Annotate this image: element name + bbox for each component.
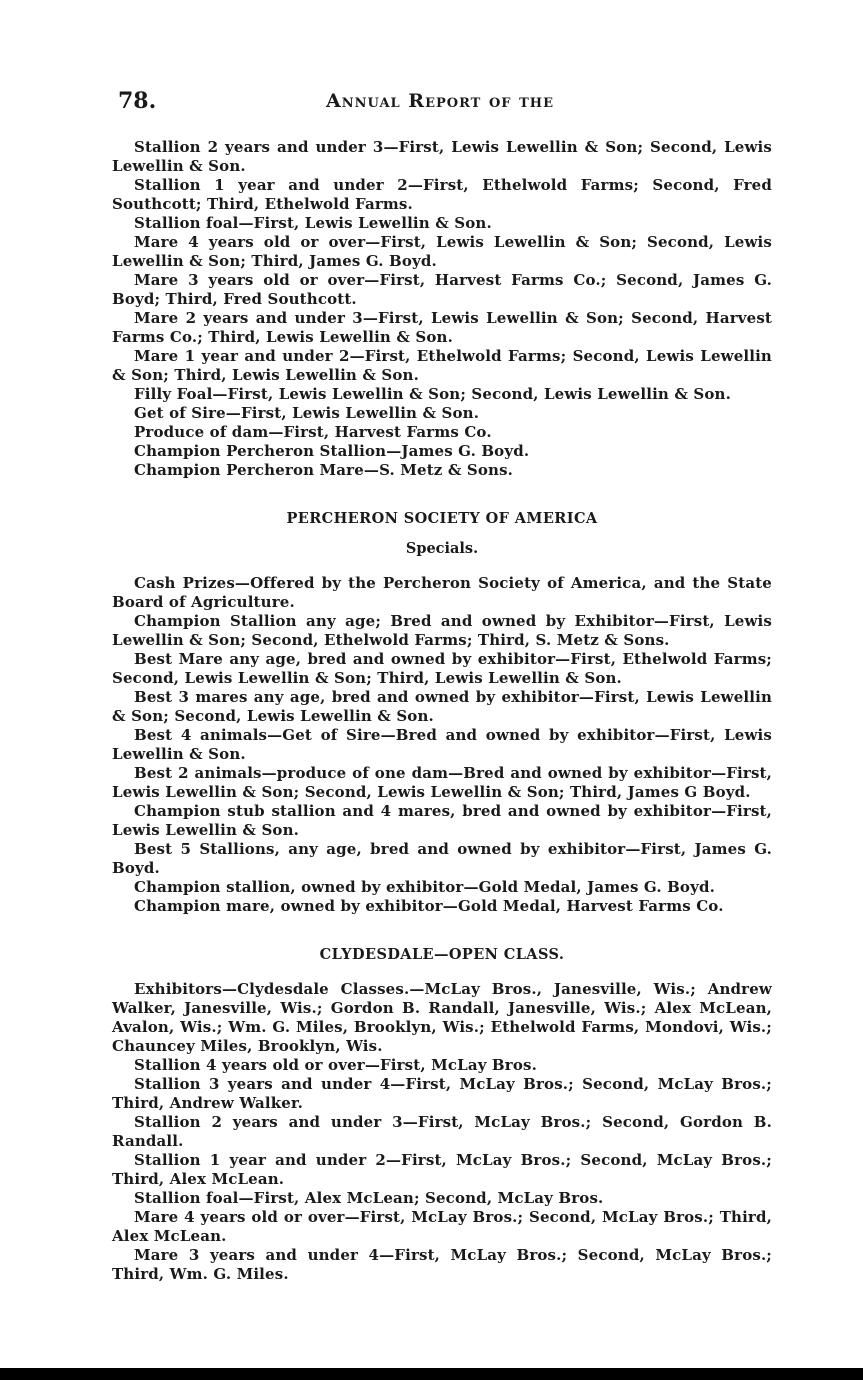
subsection-title-specials: Specials. xyxy=(405,540,479,557)
exhibitors-entry: Exhibitors—Clydesdale Classes.—McLay Bros., Janesville, Wis.; Andrew Walker, Janesville, Wis.; Gordon B. Randall, Janesville, Wis.; Alex McLean, Avalon, Wis.; Wm. G. Miles, Brooklyn, Wis.; Ethelwold Farms, Mondovi, Wis.; Chauncey Miles, Brooklyn, Wis. xyxy=(112,980,772,1055)
page-header xyxy=(118,88,778,118)
award-entry: Stallion 3 years and under 4—First, McLay Bros.; Second, McLay Bros.; Third, Andrew Walker. xyxy=(112,1075,772,1112)
award-entry: Best 4 animals—Get of Sire—Bred and owned by exhibitor—First, Lewis Lewellin & Son. xyxy=(112,726,772,763)
award-entry: Stallion 4 years old or over—First, McLay Bros. xyxy=(134,1056,537,1074)
award-entry: Stallion 1 year and under 2—First, Ethelwold Farms; Second, Fred Southcott; Third, Ethelwold Farms. xyxy=(112,176,772,213)
award-entry: Produce of dam—First, Harvest Farms Co. xyxy=(134,423,492,441)
award-entry: Mare 4 years old or over—First, McLay Bros.; Second, McLay Bros.; Third, Alex McLean. xyxy=(112,1208,772,1245)
award-entry: Filly Foal—First, Lewis Lewellin & Son; Second, Lewis Lewellin & Son. xyxy=(134,385,731,403)
clydesdale-section xyxy=(112,944,772,1284)
award-entry: Champion mare, owned by exhibitor—Gold Medal, Harvest Farms Co. xyxy=(134,897,724,915)
award-entry: Stallion 2 years and under 3—First, McLay Bros.; Second, Gordon B. Randall. xyxy=(112,1113,772,1150)
award-entry: Best 2 animals—produce of one dam—Bred and owned by exhibitor—First, Lewis Lewellin & Son; Second, Lewis Lewellin & Son; Third, James G Boyd. xyxy=(112,764,772,801)
award-entry: Best 5 Stallions, any age, bred and owned by exhibitor—First, James G. Boyd. xyxy=(112,840,772,877)
award-entry: Mare 2 years and under 3—First, Lewis Lewellin & Son; Second, Harvest Farms Co.; Third, Lewis Lewellin & Son. xyxy=(112,309,772,346)
award-entry: Best Mare any age, bred and owned by exhibitor—First, Ethelwold Farms; Second, Lewis Lewellin & Son; Third, Lewis Lewellin & Son. xyxy=(112,650,772,687)
running-head: Annual Report of the xyxy=(326,90,554,112)
award-entry: Champion stallion, owned by exhibitor—Gold Medal, James G. Boyd. xyxy=(134,878,715,896)
percheron-society-section xyxy=(112,508,772,916)
scan-edge-bar xyxy=(0,1368,863,1380)
award-entry: Champion Stallion any age; Bred and owned by Exhibitor—First, Lewis Lewellin & Son; Second, Ethelwold Farms; Third, S. Metz & Sons. xyxy=(112,612,772,649)
page-number: 78. xyxy=(118,88,157,114)
award-entry: Stallion foal—First, Alex McLean; Second, McLay Bros. xyxy=(134,1189,604,1207)
award-entry: Get of Sire—First, Lewis Lewellin & Son. xyxy=(134,404,480,422)
award-entry: Best 3 mares any age, bred and owned by exhibitor—First, Lewis Lewellin & Son; Second, Lewis Lewellin & Son. xyxy=(112,688,772,725)
award-entry: Champion stub stallion and 4 mares, bred and owned by exhibitor—First, Lewis Lewellin & Son. xyxy=(112,802,772,839)
section-title-percheron-society: PERCHERON SOCIETY OF AMERICA xyxy=(286,510,598,527)
page-body xyxy=(112,138,772,1284)
award-entry: Stallion 1 year and under 2—First, McLay Bros.; Second, McLay Bros.; Third, Alex McLean. xyxy=(112,1151,772,1188)
award-entry: Champion Percheron Stallion—James G. Boyd. xyxy=(134,442,530,460)
award-entry: Cash Prizes—Offered by the Percheron Society of America, and the State Board of Agriculture. xyxy=(112,574,772,611)
percheron-awards-section xyxy=(112,138,772,480)
award-entry: Mare 3 years and under 4—First, McLay Bros.; Second, McLay Bros.; Third, Wm. G. Miles. xyxy=(112,1246,772,1283)
award-entry: Champion Percheron Mare—S. Metz & Sons. xyxy=(134,461,514,479)
section-title-clydesdale: CLYDESDALE—OPEN CLASS. xyxy=(319,946,565,963)
award-entry: Stallion 2 years and under 3—First, Lewis Lewellin & Son; Second, Lewis Lewellin & Son. xyxy=(112,138,772,175)
award-entry: Stallion foal—First, Lewis Lewellin & Son. xyxy=(134,214,492,232)
award-entry: Mare 4 years old or over—First, Lewis Lewellin & Son; Second, Lewis Lewellin & Son; Third, James G. Boyd. xyxy=(112,233,772,270)
award-entry: Mare 1 year and under 2—First, Ethelwold Farms; Second, Lewis Lewellin & Son; Third, Lewis Lewellin & Son. xyxy=(112,347,772,384)
award-entry: Mare 3 years old or over—First, Harvest Farms Co.; Second, James G. Boyd; Third, Fred Southcott. xyxy=(112,271,772,308)
